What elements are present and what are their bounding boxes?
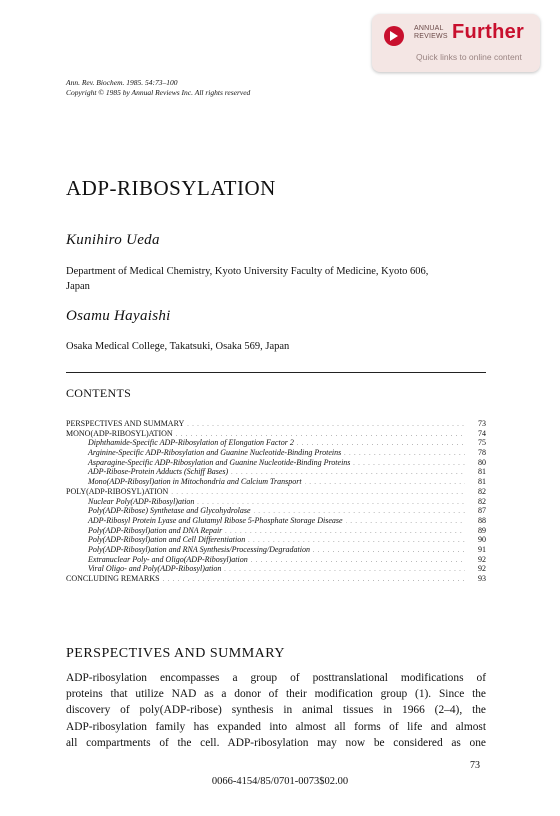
toc-entry[interactable] (66, 448, 486, 458)
toc-entry-page: 78 (478, 448, 486, 458)
toc-entry-title: ADP-Ribosyl Protein Lyase and Glutamyl Ribose 5-Phosphate Storage Disease (88, 515, 343, 525)
citation-journal: Ann. Rev. Biochem. 1985. 54:73–100 (66, 78, 178, 87)
footer-code: 0066-4154/85/0701-0073$02.00 (211, 776, 349, 787)
toc-entry-title: MONO(ADP-RIBOSYL)ATION (66, 428, 173, 438)
badge-subtitle: Quick links to online content (416, 52, 522, 62)
toc-entry[interactable] (66, 487, 486, 497)
author-affiliation (66, 264, 494, 294)
toc-entry[interactable] (66, 574, 486, 584)
body-text-line: proteins that utilize NAD as a donor of their modification group (1). Since the (66, 688, 486, 701)
toc-entry-title: Arginine-Specific ADP-Ribosylation and Guanine Nucleotide-Binding Proteins (88, 448, 342, 458)
toc-entry[interactable] (66, 419, 486, 429)
body-text-line: ADP-ribosylation family has expanded into almost all forms of life and almost (66, 720, 486, 733)
toc-entry[interactable] (66, 516, 486, 526)
section-body (66, 670, 486, 751)
toc-entry-page: 91 (478, 544, 486, 554)
affiliation-line: Department of Medical Chemistry, Kyoto University Faculty of Medicine, Kyoto 606, (66, 266, 429, 277)
badge-brand (414, 25, 448, 41)
toc-entry[interactable] (66, 506, 486, 516)
toc-entry[interactable] (66, 564, 486, 574)
toc-entry[interactable] (66, 429, 486, 439)
toc-entry-title: CONCLUDING REMARKS (66, 574, 160, 583)
toc-leader-dots (163, 574, 465, 586)
annual-reviews-further-badge[interactable] (372, 14, 540, 72)
table-of-contents (66, 419, 486, 584)
citation (66, 78, 250, 98)
body-text-line: discovery of poly(ADP-ribose) synthesis in animal tissues in 1966 (2–4), the (66, 704, 486, 717)
contents-divider (66, 372, 486, 373)
toc-entry[interactable] (66, 497, 486, 507)
toc-entry-title: Diphthamide-Specific ADP-Ribosylation of Elongation Factor 2 (88, 438, 294, 448)
toc-entry-page: 92 (478, 564, 486, 574)
toc-entry-title: Mono(ADP-Ribosyl)ation in Mitochondria and Calcium Transport (88, 477, 302, 487)
toc-entry-page: 75 (478, 438, 486, 448)
toc-entry-title: Poly(ADP-Ribosyl)ation and RNA Synthesis/Processing/Degradation (88, 544, 310, 554)
toc-entry-page: 74 (478, 428, 486, 438)
body-text-line: all compartments of the cell. ADP-ribosylation may now be considered as one (66, 736, 486, 749)
body-text-line: ADP-ribosylation encompasses a group of posttranslational modifications of (66, 672, 486, 684)
toc-entry-title: POLY(ADP-RIBOSYL)ATION (66, 486, 169, 496)
toc-entry[interactable] (66, 555, 486, 565)
author-name: Osamu Hayaishi (66, 308, 171, 324)
toc-entry-page: 80 (478, 457, 486, 467)
toc-entry-title: Poly(ADP-Ribosyl)ation and Cell Differentiation (88, 535, 246, 545)
toc-entry-title: ADP-Ribose-Protein Adducts (Schiff Bases) (88, 467, 229, 477)
toc-entry-page: 88 (478, 515, 486, 525)
toc-entry-page: 81 (478, 477, 486, 487)
article-title: ADP-RIBOSYLATION (66, 176, 276, 200)
toc-entry-title: Extranuclear Poly- and Oligo(ADP-Ribosyl)ation (88, 554, 248, 564)
contents-heading: CONTENTS (66, 386, 132, 400)
toc-entry[interactable] (66, 526, 486, 536)
toc-entry-page: 73 (478, 419, 486, 428)
toc-entry[interactable] (66, 477, 486, 487)
affiliation-line: Japan (66, 281, 90, 292)
author-affiliation (66, 339, 494, 354)
toc-entry-page: 92 (478, 554, 486, 564)
badge-further-label: Further (452, 21, 525, 43)
page-number: 73 (470, 760, 480, 771)
affiliation-line: Osaka Medical College, Takatsuki, Osaka 569, Japan (66, 341, 290, 352)
toc-entry[interactable] (66, 438, 486, 448)
toc-entry[interactable] (66, 458, 486, 468)
toc-entry-page: 90 (478, 535, 486, 545)
toc-entry[interactable] (66, 467, 486, 477)
toc-entry[interactable] (66, 545, 486, 555)
toc-entry-title: Poly(ADP-Ribosyl)ation and DNA Repair (88, 525, 223, 535)
toc-entry-page: 81 (478, 467, 486, 477)
toc-entry-title: Asparagine-Specific ADP-Ribosylation and Guanine Nucleotide-Binding Proteins (88, 457, 351, 467)
toc-entry-page: 82 (478, 496, 486, 506)
toc-entry-title: Viral Oligo- and Poly(ADP-Ribosyl)ation (88, 564, 222, 574)
toc-entry-title: PERSPECTIVES AND SUMMARY (66, 419, 185, 428)
annual-reviews-logo-icon (384, 26, 404, 46)
badge-brand-line1: ANNUAL (414, 25, 444, 32)
toc-entry[interactable] (66, 535, 486, 545)
toc-entry-title: Poly(ADP-Ribose) Synthetase and Glycohydrolase (88, 506, 251, 516)
author-name: Kunihiro Ueda (66, 232, 160, 248)
citation-copyright: Copyright © 1985 by Annual Reviews Inc. All rights reserved (66, 88, 251, 97)
section-heading: PERSPECTIVES AND SUMMARY (66, 646, 285, 661)
toc-entry-page: 87 (478, 506, 486, 516)
badge-brand-line2: REVIEWS (414, 33, 448, 40)
toc-entry-page: 82 (478, 486, 486, 496)
toc-entry-page: 89 (478, 525, 486, 535)
toc-entry-title: Nuclear Poly(ADP-Ribosyl)ation (88, 496, 195, 506)
toc-entry-page: 93 (478, 574, 486, 583)
